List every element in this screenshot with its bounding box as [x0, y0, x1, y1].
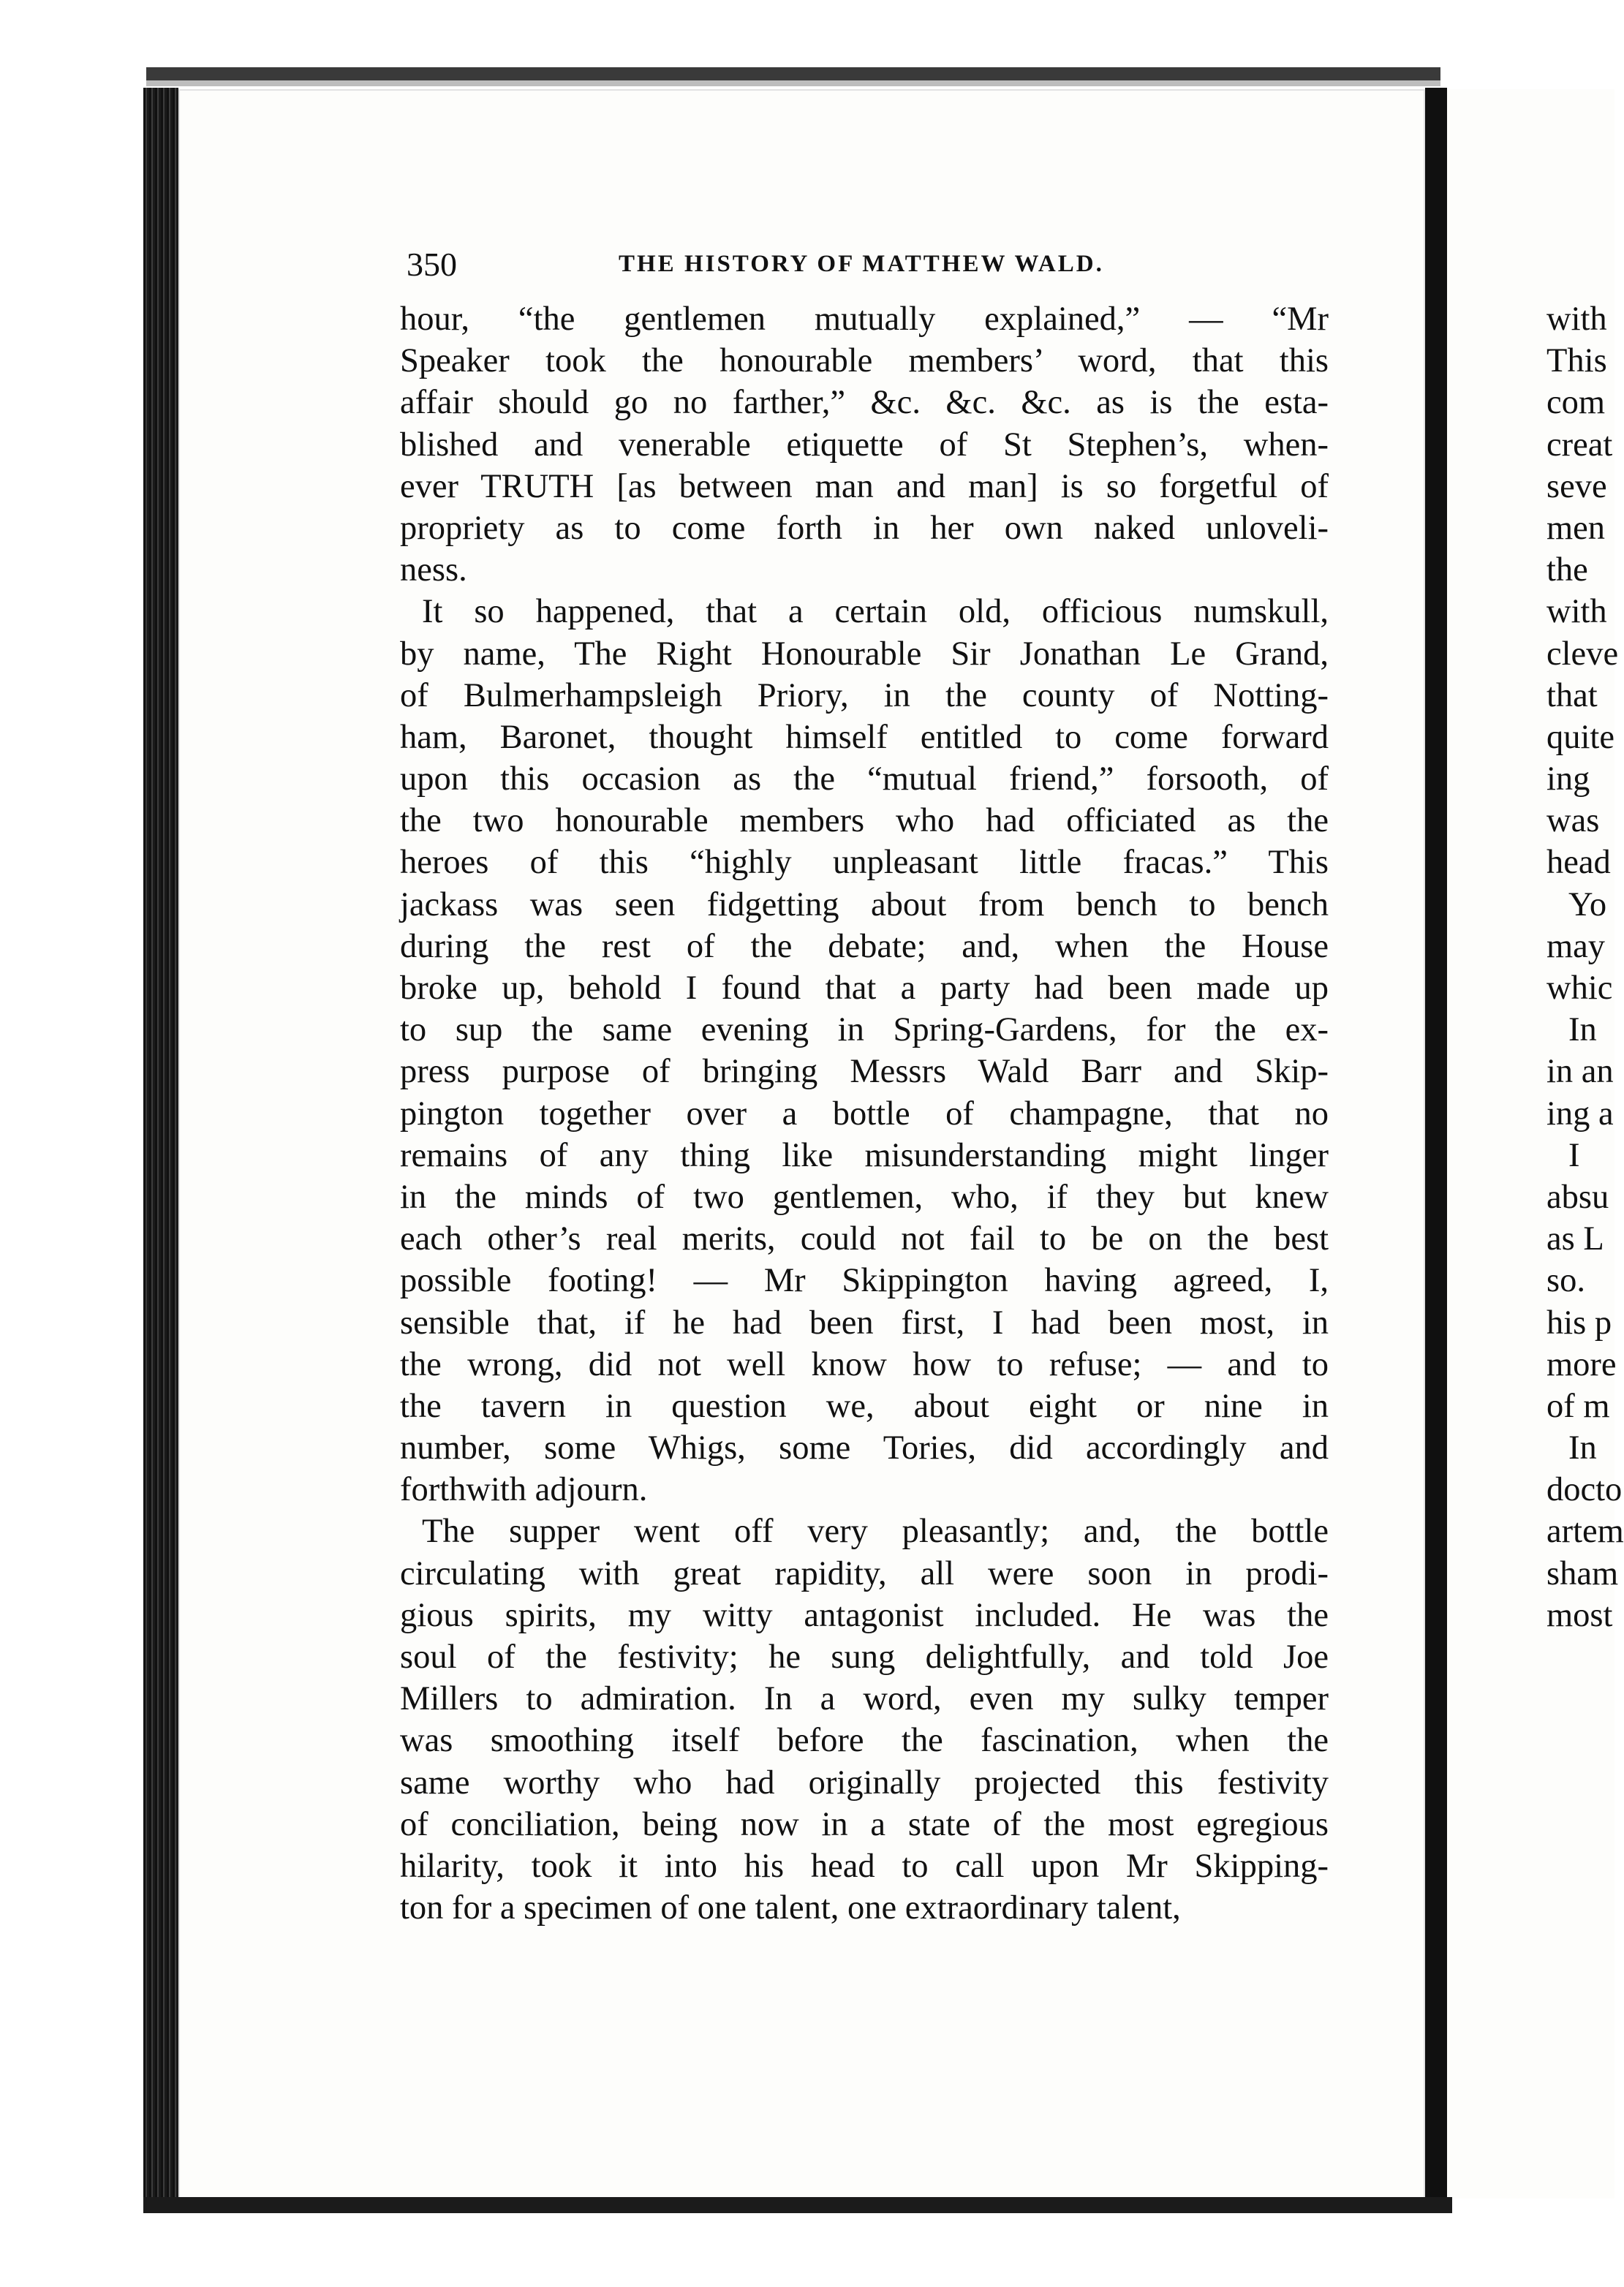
right-page-line-fragment: In: [1568, 1429, 1597, 1467]
text-line: possible footing! — Mr Skippington having agreed, I,: [400, 1262, 1329, 1300]
text-line: ever TRUTH [as between man and man] is so forgetful of: [400, 467, 1329, 505]
right-page-line-fragment: with: [1546, 300, 1607, 338]
text-line: propriety as to come forth in her own naked unloveli-: [400, 509, 1329, 547]
text-line: each other’s real merits, could not fail to be on the best: [400, 1220, 1329, 1258]
text-line: ham, Baronet, thought himself entitled to come forward: [400, 718, 1329, 756]
text-line: affair should go no farther,” &c. &c. &c. as is the esta-: [400, 384, 1329, 422]
right-page-line-fragment: his p: [1546, 1304, 1612, 1342]
text-line: blished and venerable etiquette of St Stephen’s, when-: [400, 426, 1329, 464]
right-page-line-fragment: with: [1546, 593, 1607, 631]
right-page-line-fragment: ing a: [1546, 1095, 1614, 1133]
text-line: the tavern in question we, about eight or nine in: [400, 1387, 1329, 1425]
text-line: remains of any thing like misunderstanding might linger: [400, 1136, 1329, 1174]
text-line: in the minds of two gentlemen, who, if they but knew: [400, 1178, 1329, 1216]
text-line: hour, “the gentlemen mutually explained,” — “Mr: [400, 300, 1329, 338]
text-line: jackass was seen fidgetting about from bench to bench: [400, 885, 1329, 923]
text-line: press purpose of bringing Messrs Wald Barr and Skip-: [400, 1053, 1329, 1091]
text-line: hilarity, took it into his head to call upon Mr Skipping-: [400, 1847, 1329, 1885]
right-page-line-fragment: that: [1546, 676, 1598, 714]
text-line: Speaker took the honourable members’ word, that this: [400, 342, 1329, 380]
right-page-line-fragment: I: [1568, 1136, 1580, 1174]
text-line: gious spirits, my witty antagonist included. He was the: [400, 1596, 1329, 1634]
text-line: ton for a specimen of one talent, one extraordinary talent,: [400, 1889, 1181, 1927]
text-line: sensible that, if he had been first, I had been most, in: [400, 1304, 1329, 1342]
running-head: THE HISTORY OF MATTHEW WALD.: [619, 251, 1104, 277]
text-line: same worthy who had originally projected this festivity: [400, 1764, 1329, 1802]
page-gutter: [1425, 88, 1447, 2197]
right-page-line-fragment: of m: [1546, 1387, 1610, 1425]
right-page-line-fragment: In: [1568, 1011, 1597, 1049]
right-page-line-fragment: ing: [1546, 760, 1590, 798]
book-top-edge: [146, 67, 1440, 80]
text-line: It so happened, that a certain old, officious numskull,: [422, 593, 1329, 631]
right-page-fragments: [1546, 298, 1624, 1636]
body-text: [400, 298, 1329, 1929]
right-page-line-fragment: sham: [1546, 1554, 1619, 1592]
right-page-line-fragment: the: [1546, 551, 1588, 589]
right-page-line-fragment: com: [1546, 384, 1606, 422]
right-page-line-fragment: cleve: [1546, 635, 1619, 673]
book-top-edge-shadow: [146, 80, 1440, 86]
text-line: Millers to admiration. In a word, even my sulky temper: [400, 1680, 1329, 1718]
right-page-line-fragment: whic: [1546, 969, 1613, 1007]
right-page-line-fragment: may: [1546, 927, 1606, 965]
right-page-line-fragment: seve: [1546, 467, 1607, 505]
text-line: of Bulmerhampsleigh Priory, in the county of Notting-: [400, 676, 1329, 714]
book-spine-edge: [143, 88, 178, 2197]
right-page-line-fragment: This: [1546, 342, 1607, 380]
right-page-line-fragment: so.: [1546, 1262, 1585, 1300]
right-page-line-fragment: more: [1546, 1345, 1617, 1383]
text-line: soul of the festivity; he sung delightfully, and told Joe: [400, 1638, 1329, 1676]
right-page-line-fragment: head: [1546, 844, 1611, 882]
page-number: 350: [407, 246, 457, 283]
text-line: heroes of this “highly unpleasant little fracas.” This: [400, 844, 1329, 882]
right-page-line-fragment: absu: [1546, 1178, 1609, 1216]
right-page-line-fragment: men: [1546, 509, 1606, 547]
right-page-line-fragment: creat: [1546, 426, 1613, 464]
text-line: number, some Whigs, some Tories, did accordingly and: [400, 1429, 1329, 1467]
text-line: pington together over a bottle of champagne, that no: [400, 1095, 1329, 1133]
text-line: by name, The Right Honourable Sir Jonathan Le Grand,: [400, 635, 1329, 673]
page-header: [407, 245, 1313, 289]
text-line: circulating with great rapidity, all were soon in prodi-: [400, 1554, 1329, 1592]
right-page-line-fragment: docto: [1546, 1471, 1623, 1509]
right-page-line-fragment: Yo: [1568, 885, 1607, 923]
right-page-line-fragment: in an: [1546, 1053, 1614, 1091]
right-page-line-fragment: most: [1546, 1596, 1613, 1634]
text-line: the wrong, did not well know how to refuse; — and to: [400, 1345, 1329, 1383]
text-line: broke up, behold I found that a party had been made up: [400, 969, 1329, 1007]
text-line: during the rest of the debate; and, when the House: [400, 927, 1329, 965]
text-line: to sup the same evening in Spring-Gardens, for the ex-: [400, 1011, 1329, 1049]
text-line: of conciliation, being now in a state of the most egregious: [400, 1805, 1329, 1843]
text-line: The supper went off very pleasantly; and, the bottle: [422, 1513, 1329, 1551]
right-page-line-fragment: was: [1546, 802, 1600, 840]
book-bottom-edge: [143, 2197, 1452, 2213]
text-line: upon this occasion as the “mutual friend,” forsooth, of: [400, 760, 1329, 798]
text-line: was smoothing itself before the fascination, when the: [400, 1722, 1329, 1760]
right-page-line-fragment: quite: [1546, 718, 1614, 756]
right-page-line-fragment: as L: [1546, 1220, 1604, 1258]
text-line: ness.: [400, 551, 467, 589]
right-page-line-fragment: artem: [1546, 1513, 1624, 1551]
text-line: the two honourable members who had officiated as the: [400, 802, 1329, 840]
text-line: forthwith adjourn.: [400, 1471, 648, 1509]
